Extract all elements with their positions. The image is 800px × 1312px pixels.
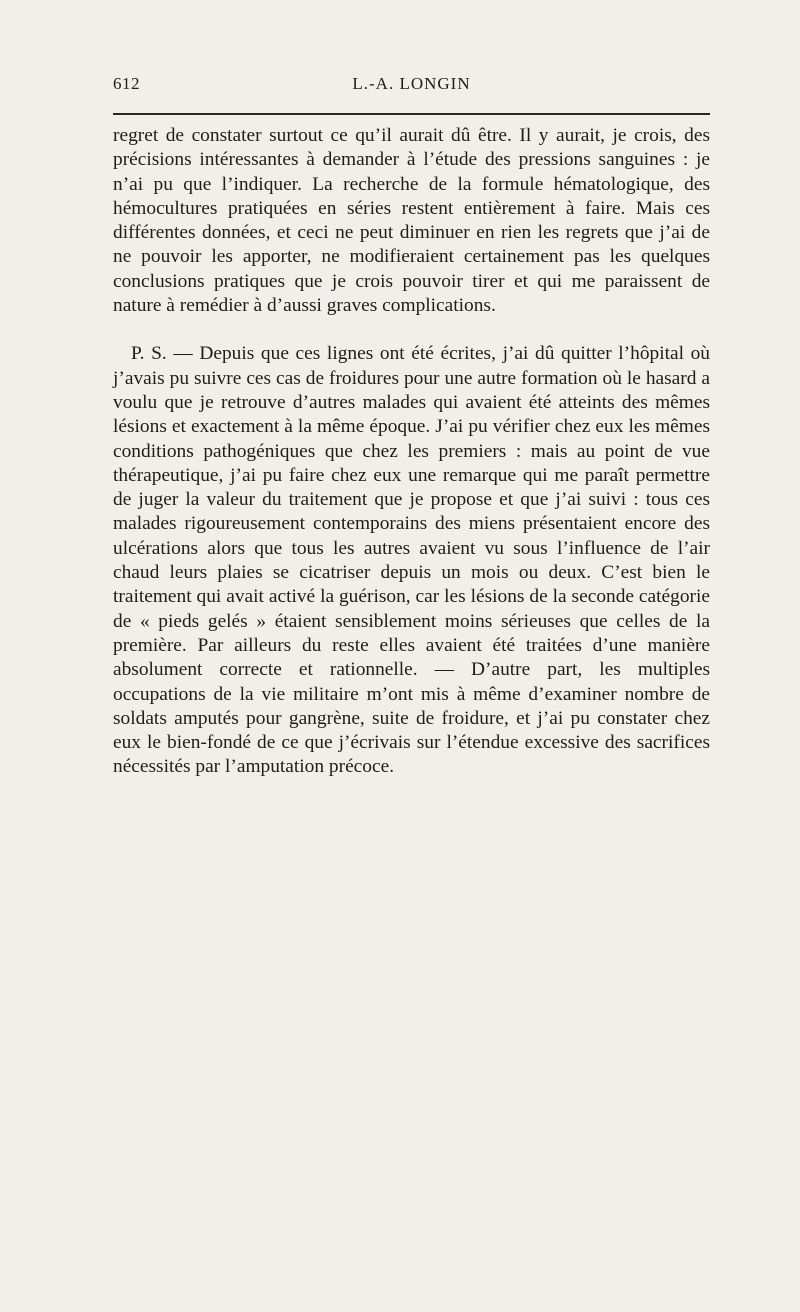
paragraph-postscript: P. S. — Depuis que ces lignes ont été écrites, j’ai dû quitter l’hôpital où j’avais pu suivre ces cas de froidures pour une autre formation où le hasard a voulu que je retrouve d’autres malades qui avaient été atteints des mêmes lésions et exactement à la même époque. J’ai pu vérifier chez eux les mêmes conditions pathogéniques que chez les premiers : mais au point de vue thérapeutique, j’ai pu faire chez eux une remarque qui me paraît permettre de juger la valeur du traitement que je propose et que j’ai suivi : tous ces malades rigoureusement contemporains des miens présentaient encore des ulcérations alors que tous les autres avaient vu sous l’influence de l’air chaud leurs plaies se cicatriser depuis un mois ou deux. C’est bien le traitement qui avait activé la guérison, car les lésions de la seconde catégorie de « pieds gelés » étaient sensiblement moins sérieuses que celles de la première. Par ailleurs du reste elles avaient été traitées d’une manière absolument correcte et rationnelle. — D’autre part, les multiples occupations de la vie militaire m’ont mis à même d’examiner nombre de soldats amputés pour gangrène, suite de froidure, et j’ai pu constater chez eux le bien-fondé de ce que j’écrivais sur l’étendue excessive des sacrifices nécessités par l’amputation précoce. — [113, 343, 710, 778]
header-rule — [113, 113, 710, 115]
page-number: 612 — [113, 74, 140, 93]
page-header — [113, 74, 710, 104]
paragraph-1: regret de constater surtout ce qu’il aurait dû être. Il y aurait, je crois, des précisions intéressantes à demander à l’étude des pressions sanguines : je n’ai pu que l’indiquer. La recherche de la formule hématologique, des hémocultures pratiquées en séries restent entièrement à faire. Mais ces différentes données, et ceci ne peut diminuer en rien les regrets que j’ai de ne pouvoir les apporter, ne modifieraient certainement pas les quelques conclusions pratiques que je crois pouvoir tirer et qui me paraissent de nature à remédier à d’aussi graves complications. — [113, 125, 710, 317]
running-head: L.-A. LONGIN — [352, 74, 471, 93]
body-text — [113, 124, 710, 780]
